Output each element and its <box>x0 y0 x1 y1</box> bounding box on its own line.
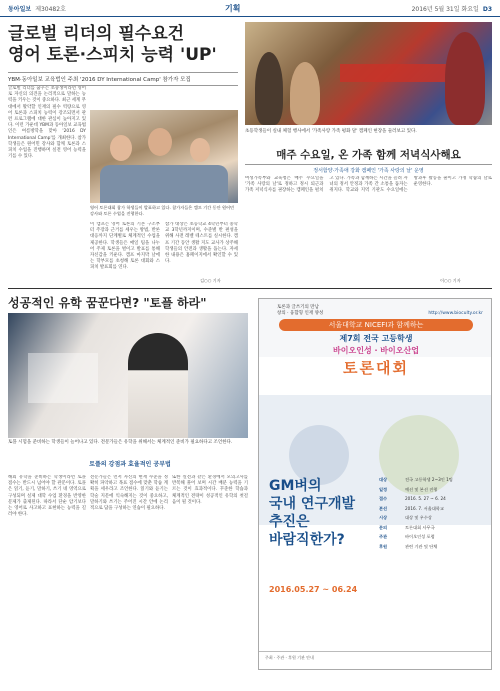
ad-url-link[interactable]: http://www.bioculty.or.kr <box>428 311 483 316</box>
article1-body-col3: 참가 대상은 초등학교 4학년부터 중학교 3학년까지이며, 수준별 반 편성을 위해 사전 레벨 테스트를 실시한다. 캠프 기간 동안 생활 지도 교사가 상주해 학생들의 안전과 생활을 돕는다. 자세한 내용은 홈페이지에서 확인할 수 있다. <box>165 222 238 265</box>
ad-topic: GM벼의 국내 연구개발 추진은 바람직한가? <box>269 478 356 548</box>
ad-title-line2: 바이오인성 · 바이오산업 <box>333 346 419 355</box>
ad-banner: 서울대학교 NICEFI과 함께하는 <box>279 319 473 331</box>
issue-number: 제30482호 <box>35 6 66 13</box>
ad-info-row: 문의 토론대회 사무국 <box>379 524 435 530</box>
article1-photo-caption: 영어 토론대회 참가 학생들이 발표하고 있다. 참가자들은 캠프 기간 동안 원어민 강사와 토론 수업을 진행한다. <box>90 205 235 216</box>
ad-footer: 주최 · 주관 · 후원 기관 안내 <box>259 651 492 670</box>
article3-body-col1: 해외 유학을 준비하는 학생이라면 토플 점수는 반드시 넘어야 할 관문이다. 토플은 읽기, 듣기, 말하기, 쓰기 네 영역으로 구성되며 실제 대학 수업 환경을 반영한 문제가 출제된다. 따라서 단순 암기보다는 영어로 사고하고 표현하는 능력을 길러야 한다. <box>8 475 86 518</box>
article3-photo <box>8 313 248 438</box>
ad-info-row: 후원 관련 기관 및 단체 <box>379 543 438 549</box>
article1-photo <box>90 110 238 203</box>
ad-info-row: 본선 2016. 7. 서울대학교 <box>379 505 444 511</box>
page-header <box>0 0 500 17</box>
header-date: 2016년 5월 31일 화요일 D3 <box>411 6 492 13</box>
article1-body-col2: 이 캠프는 영어 토론의 기본 구조부터 주장과 근거를 세우는 방법, 반론 대응까지 단계별로 체계적인 수업을 제공한다. 학생들은 매일 팀을 나누어 주제 토론을 벌이고 발표를 통해 자신감을 키운다. 캠프 마지막 날에는 학부모를 초청해 토론 대회와 스피치 발표회를 연다. <box>90 222 160 271</box>
ad-title <box>279 319 473 387</box>
article3-section-title: 토플의 강점과 효율적인 공부법 <box>89 461 171 468</box>
article2-body: 여성가족부와 교육청은 매주 수요일을 '가족 사랑의 날'로 정하고 정시 퇴근과 가족 저녁식사를 권장하는 캠페인을 펼치고 있다. 가족과 함께하는 시간을 늘려 자녀의 정서 안정과 가족 간 소통을 돕자는 취지다. 학교와 지역 기관도 수요일에는 방과후 활동을 줄이고 가정 학습의 날로 운영한다. <box>245 176 492 194</box>
ad-info-row: 주관 바이오인성 포럼 <box>379 534 435 539</box>
article1-subhead: YBM·동아일보 교육법인 주최 '2016 DY International Camp' 참가자 모집 <box>8 72 238 86</box>
ad-info-row: 대상 전국 고등학생 2~3인 1팀 <box>379 477 453 482</box>
article2-subhead: 정서함양·가족애 강화 캠페인 '가족 사랑의 날' 운영 <box>245 164 492 174</box>
ad-title-line1: 제7회 전국 고등학생 <box>339 334 413 343</box>
article1-byline: 김○○ 기자 <box>200 278 221 283</box>
article1-headline: 글로벌 리더의 필수요건 영어 토론·스피치 능력 'UP' <box>8 24 217 65</box>
article3-headline: 성공적인 유학 꿈꾼다면? "토플 하라" <box>8 296 207 310</box>
ad-info-row: 접수 2016. 5. 27 ~ 6. 24 <box>379 496 446 501</box>
article1-body-col1: 글로벌 리더를 꿈꾸는 초중생이라면 영어로 자신의 의견을 논리적으로 말하는 능력을 키우는 것이 중요하다. 최근 세계 무대에서 활약할 인재의 필수 역량으로 영어 토론과 스피치 능력이 강조되면서 관련 프로그램에 대한 관심이 높아지고 있다. 이런 가운데 YBM과 동아일보 교육법인은 여름방학을 맞아 '2016 DY International Camp'를 개최한다. 참가 학생들은 원어민 강사와 함께 토론과 스피치 수업을 진행하며 실전 영어 능력을 기를 수 있다. <box>8 86 86 160</box>
article3-photo-caption: 토플 시험을 준비하는 학생들이 늘어나고 있다. 전문가들은 유학을 위해서는 체계적인 준비가 필요하다고 조언한다. <box>8 440 233 445</box>
section-divider <box>8 288 492 289</box>
section-title: 기획 <box>225 4 241 13</box>
ad-org: 토론과 글쓰기의 만남 창의 · 융합형 인재 양성 <box>277 305 324 316</box>
ad-info-row: 시상 대상 및 우수상 <box>379 515 432 520</box>
page-number: D3 <box>482 6 492 13</box>
article3-body-col2: 전문가들은 먼저 자신의 현재 수준을 정확히 파악하고 목표 점수에 맞춘 학습 계획을 세우라고 조언한다. 읽기와 듣기는 학술 지문에 익숙해지는 것이 중요하고, 말하기와 쓰기는 주어진 시간 안에 논리적으로 답을 구성하는 연습이 필요하다. <box>90 475 168 512</box>
article2-photo-caption: 초등학생들이 실내 체험 행사에서 '가족사랑 가족 평화 달' 캠페인 현장을 둘러보고 있다. <box>245 129 417 134</box>
ad-info-table <box>379 475 489 551</box>
advertisement[interactable] <box>258 298 492 670</box>
ad-title-line3: 토론대회 <box>343 359 409 377</box>
article3-body-col3: 또한 실전과 같은 환경에서 모의고사를 반복해 풀어 보며 시간 배분 능력을 기르는 것이 효과적이다. 꾸준한 학습과 체계적인 전략이 성공적인 유학의 첫걸음이 될 것이다. <box>172 475 248 505</box>
article2-photo <box>245 22 492 125</box>
paper-name: 동아일보 제30482호 <box>8 6 66 13</box>
article2-byline: 이○○ 기자 <box>440 278 461 283</box>
article2-headline: 매주 수요일, 온 가족 함께 저녁식사해요 <box>276 149 461 161</box>
ad-dates: 2016.05.27 ~ 06.24 <box>269 585 358 594</box>
ad-info-row: 일정 예선 및 본선 진행 <box>379 486 438 492</box>
